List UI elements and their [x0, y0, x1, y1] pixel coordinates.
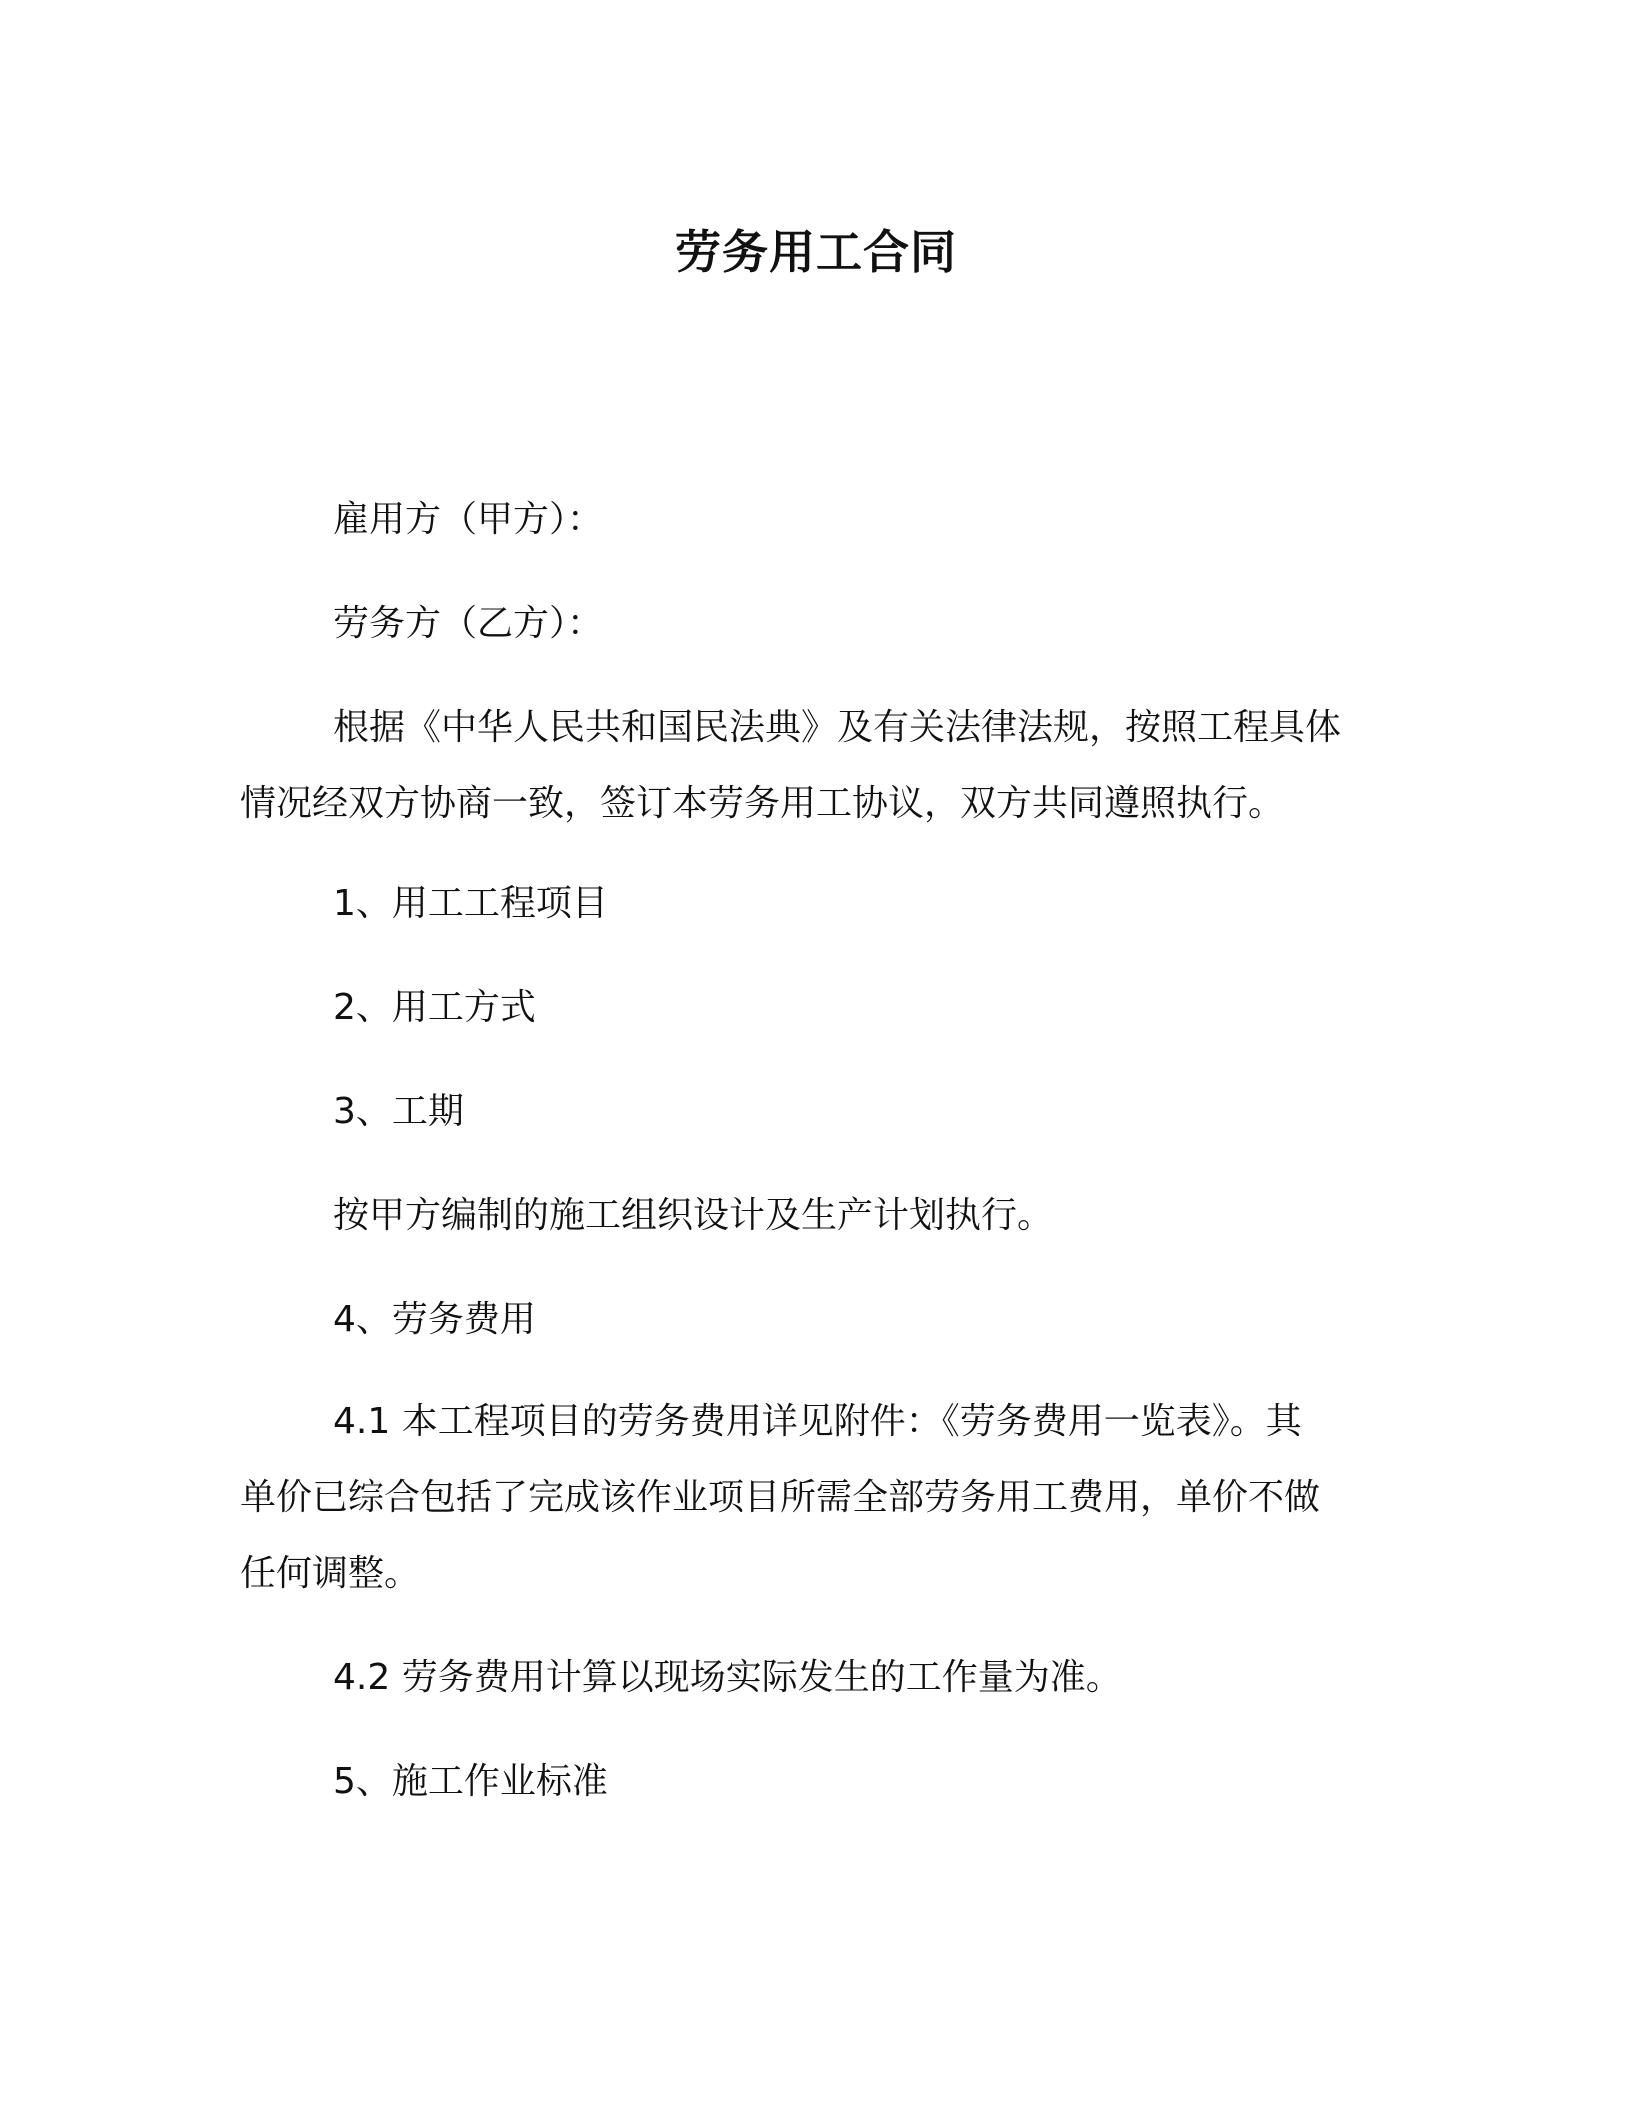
section-2-heading: 2、用工方式 — [333, 987, 536, 1028]
preamble-line-2: 情况经双方协商一致，签订本劳务用工协议，双方共同遵照执行。 — [240, 783, 1285, 824]
section-3-body: 按甲方编制的施工组织设计及生产计划执行。 — [333, 1195, 1054, 1236]
section-4-heading: 4、劳务费用 — [333, 1299, 536, 1340]
clause-4-1-line-3: 任何调整。 — [240, 1553, 421, 1594]
document-title: 劳务用工合同 — [675, 225, 957, 279]
clause-4-1-line-2: 单价已综合包括了完成该作业项目所需全部劳务用工费用，单价不做 — [240, 1477, 1321, 1518]
labor-party-line: 劳务方（乙方）： — [333, 603, 604, 644]
clause-4-2: 4.2 劳务费用计算以现场实际发生的工作量为准。 — [333, 1657, 1122, 1698]
preamble-line-1: 根据《中华人民共和国民法典》及有关法律法规，按照工程具体 — [333, 707, 1342, 748]
section-3-heading: 3、工期 — [333, 1091, 464, 1132]
section-1-heading: 1、用工工程项目 — [333, 883, 608, 924]
section-5-heading: 5、施工作业标准 — [333, 1761, 608, 1802]
clause-4-1-line-1: 4.1 本工程项目的劳务费用详见附件：《劳务费用一览表》。其 — [333, 1401, 1302, 1442]
employer-party-line: 雇用方（甲方）： — [333, 499, 604, 540]
